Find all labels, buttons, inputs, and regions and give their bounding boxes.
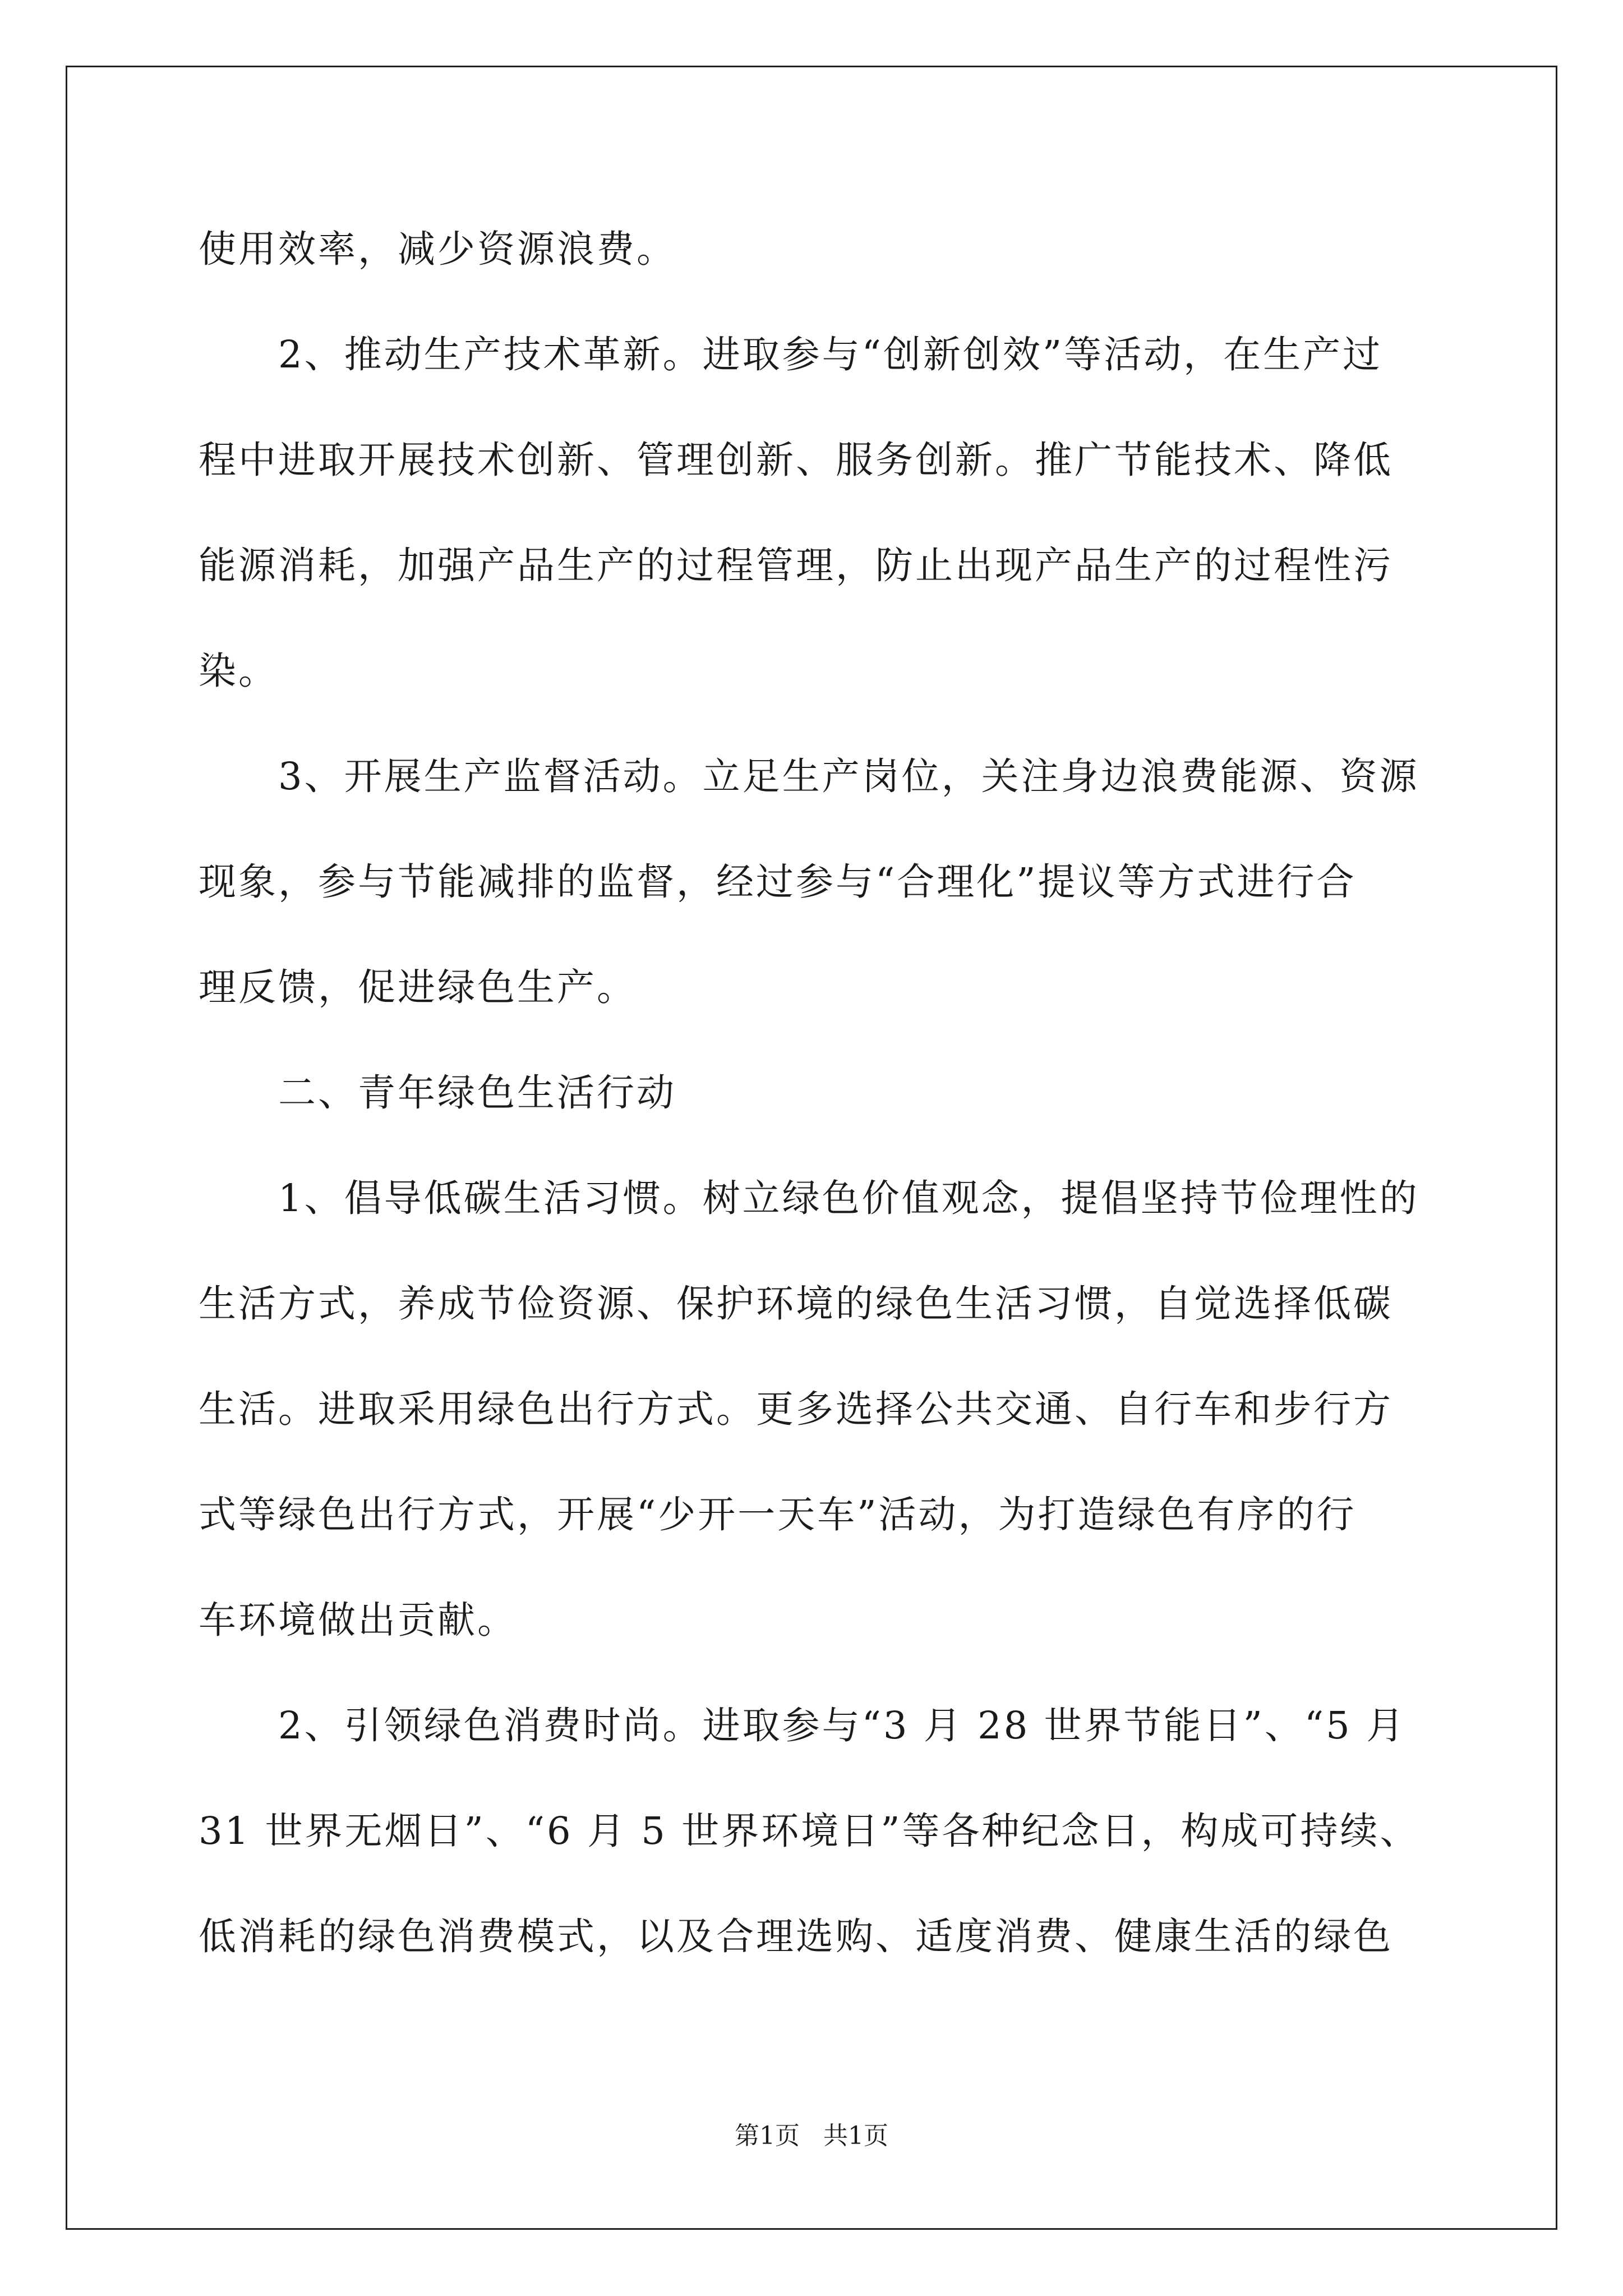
text-line: 2、推动生产技术革新。进取参与“创新创效”等活动，在生产过 bbox=[278, 333, 1383, 376]
text-line: 染。 bbox=[199, 649, 278, 693]
text-line: 生活方式，养成节俭资源、保护环境的绿色生活习惯，自觉选择低碳 bbox=[199, 1282, 1393, 1326]
text-line: 低消耗的绿色消费模式，以及合理选购、适度消费、健康生活的绿色 bbox=[199, 1915, 1393, 1958]
text-line: 现象，参与节能减排的监督，经过参与“合理化”提议等方式进行合 bbox=[199, 860, 1357, 904]
section-heading: 二、青年绿色生活行动 bbox=[278, 1071, 676, 1115]
text-line: 式等绿色出行方式，开展“少开一天车”活动，为打造绿色有序的行 bbox=[199, 1493, 1357, 1536]
text-line: 车环境做出贡献。 bbox=[199, 1598, 517, 1642]
text-line: 3、开展生产监督活动。立足生产岗位，关注身边浪费能源、资源 bbox=[278, 754, 1419, 798]
text-line: 1、倡导低碳生活习惯。树立绿色价值观念，提倡坚持节俭理性的 bbox=[278, 1176, 1419, 1220]
page-footer: 第1页 共1页 bbox=[735, 2122, 888, 2150]
text-line: 使用效率，减少资源浪费。 bbox=[199, 227, 676, 271]
document-body bbox=[199, 196, 1432, 1989]
text-line: 理反馈，促进绿色生产。 bbox=[199, 965, 637, 1009]
text-line: 2、引领绿色消费时尚。进取参与“3 月 28 世界节能日”、“5 月 bbox=[278, 1704, 1407, 1747]
text-line: 程中进取开展技术创新、管理创新、服务创新。推广节能技术、降低 bbox=[199, 438, 1393, 482]
text-line: 31 世界无烟日”、“6 月 5 世界环境日”等各种纪念日，构成可持续、 bbox=[199, 1809, 1420, 1853]
text-line: 能源消耗，加强产品生产的过程管理，防止出现产品生产的过程性污 bbox=[199, 544, 1393, 587]
text-line: 生活。进取采用绿色出行方式。更多选择公共交通、自行车和步行方 bbox=[199, 1387, 1393, 1431]
